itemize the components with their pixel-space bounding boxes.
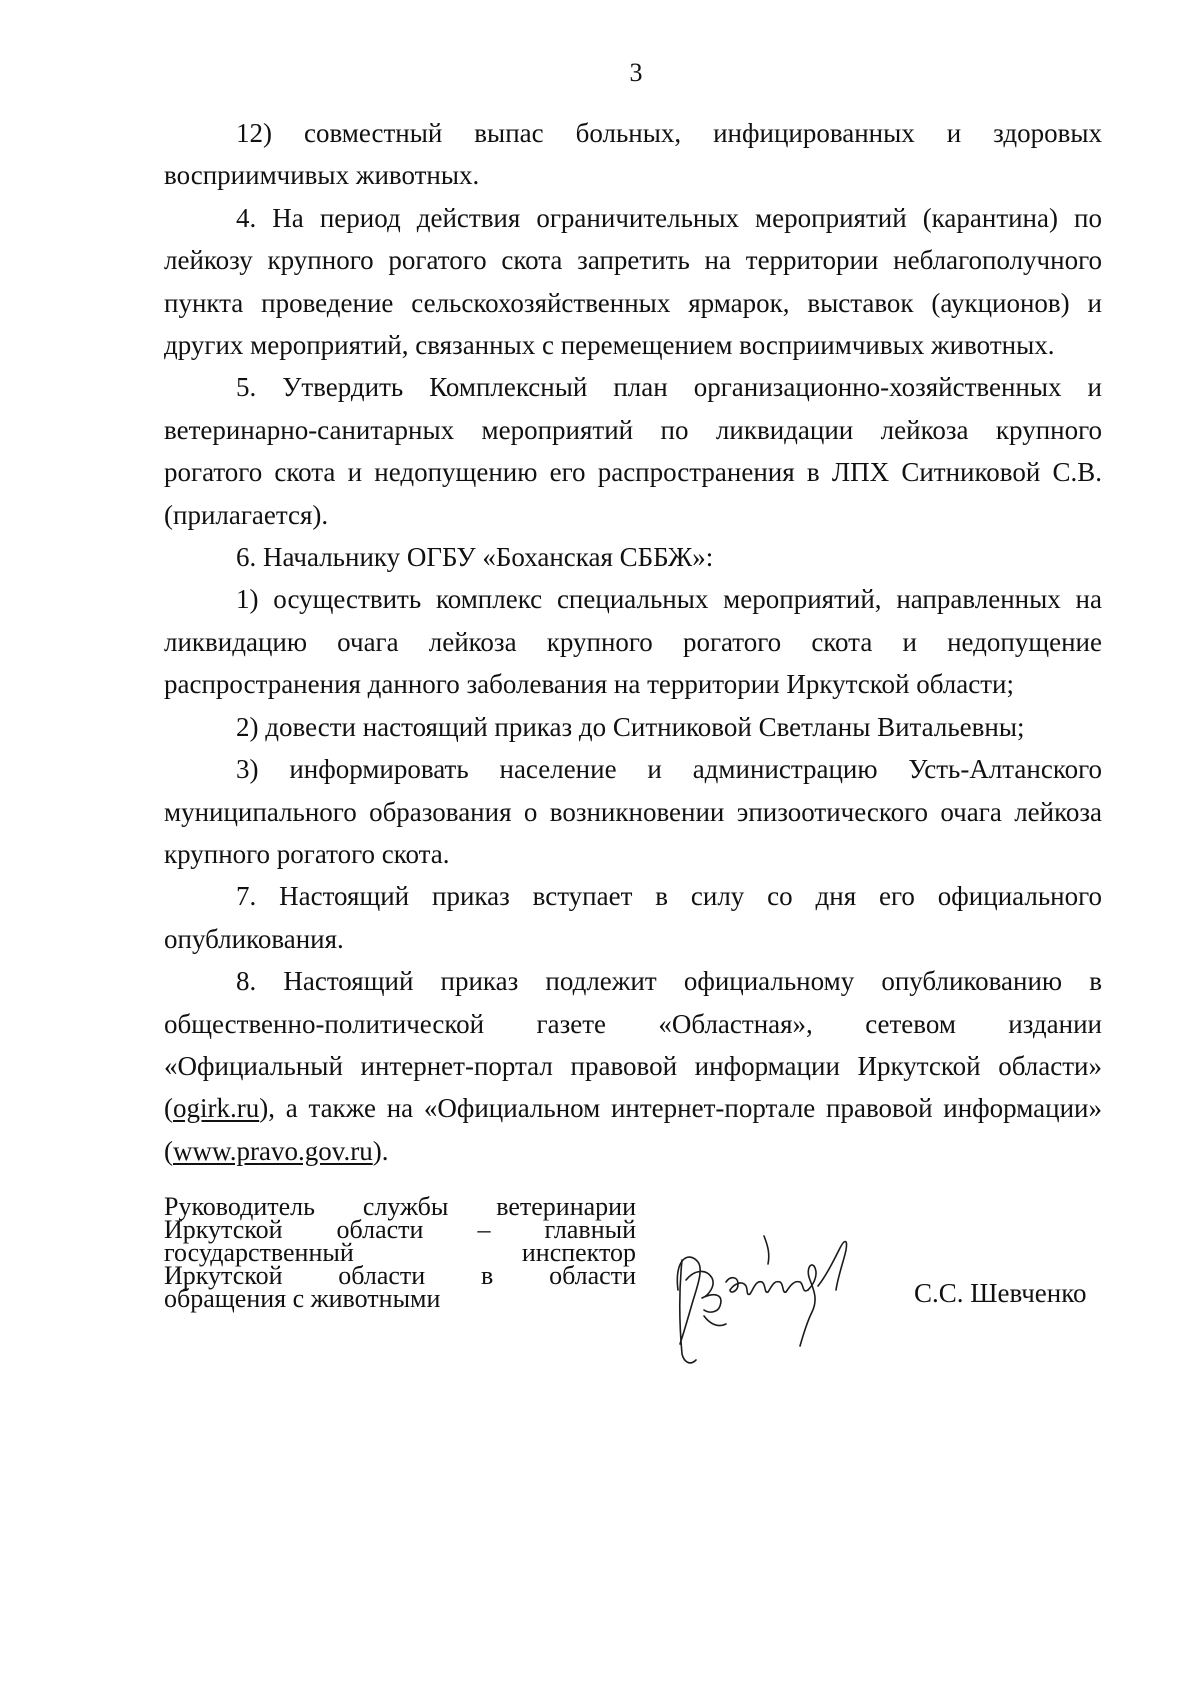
paragraph-4: 4. На период действия ограничительных мероприятий (карантина) по лейкозу крупного рогатого скота запретить на территории неблагополучного пункта проведение сельскохозяйственных ярмарок, выставок (аукционов) и других мероприятий, связанных с перемещением восприимчивых животных.	[164, 202, 1102, 361]
paragraph-6: 6. Начальнику ОГБУ «Боханская СББЖ»:	[236, 542, 714, 573]
paragraph-8	[164, 960, 1102, 1172]
signatory-title	[164, 1192, 636, 1313]
paragraph-5: 5. Утвердить Комплексный план организационно-хозяйственных и ветеринарно-санитарных мероприятий по ликвидации лейкоза крупного рогатого скота и недопущению его распространения в ЛПХ Ситниковой С.В. (прилагается).	[164, 372, 1102, 530]
paragraph-8-text-start: 8. Настоящий приказ подлежит официальному опубликованию в общественно-политической газете «Областная», сетевом издании «Официальный интернет-портал правовой информации Иркутской области» (	[164, 966, 1102, 1124]
paragraph-7: 7. Настоящий приказ вступает в силу со дня его официального опубликования.	[164, 881, 1102, 954]
document-body	[164, 112, 1102, 1172]
paragraph-6-item-3: 3) информировать население и администрацию Усть-Алтанского муниципального образования о возникновении эпизоотического очага лейкоза крупного рогатого скота.	[164, 754, 1102, 869]
signer-name: С.С. Шевченко	[914, 1278, 1087, 1308]
paragraph-6-item-1: 1) осуществить комплекс специальных мероприятий, направленных на ликвидацию очага лейкоза крупного рогатого скота и недопущение распространения данного заболевания на территории Иркутской области;	[164, 584, 1102, 700]
signatory-title-line: обращения с животными	[164, 1284, 441, 1313]
paragraph-6-item-2: 2) довести настоящий приказ до Ситниковой Светланы Витальевны;	[236, 711, 1025, 742]
paragraph-8-text-end: ).	[372, 1135, 389, 1166]
ogirk-link[interactable]: ogirk.ru	[173, 1093, 260, 1124]
paragraph-8-text-middle: ), а также на «Официальном интернет-портале правовой информации» (	[164, 1093, 1102, 1166]
page-number: 3	[629, 58, 643, 87]
handwritten-signature	[668, 1220, 908, 1370]
signatory-title-line: Руководитель службы ветеринарии	[164, 1192, 636, 1221]
signatory-title-line: Иркутской области в области	[164, 1261, 636, 1290]
signatory-title-line: Иркутской области – главный	[164, 1215, 636, 1244]
pravo-gov-link[interactable]: www.pravo.gov.ru	[173, 1135, 373, 1166]
signatory-title-line: государственный инспектор	[164, 1238, 636, 1267]
paragraph-item-12: 12) совместный выпас больных, инфицированных и здоровых восприимчивых животных.	[164, 118, 1102, 191]
